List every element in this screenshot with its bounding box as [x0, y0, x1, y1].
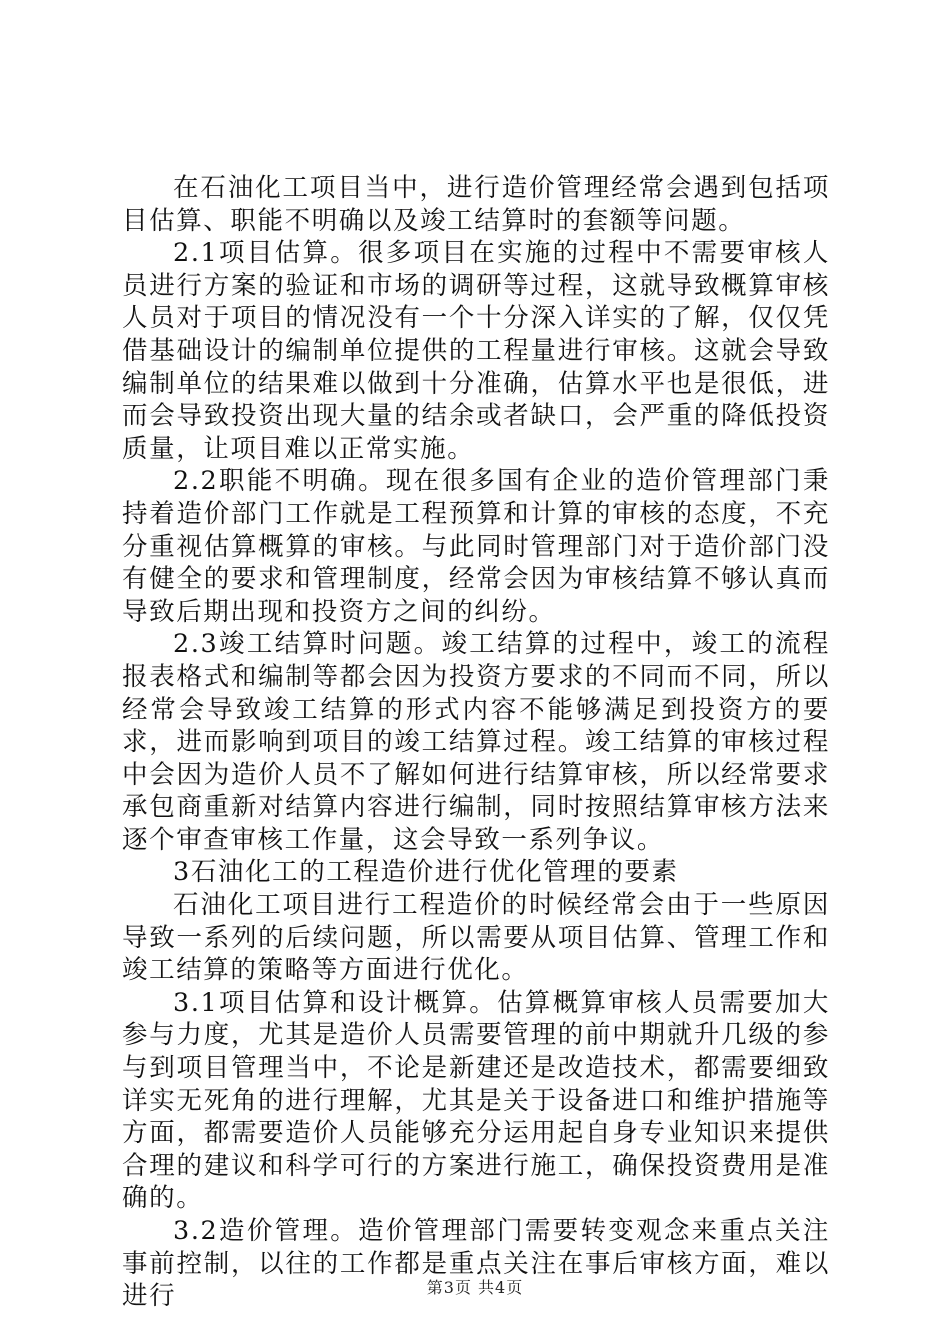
paragraph-2-3: 2.3竣工结算时问题。竣工结算的过程中，竣工的流程报表格式和编制等都会因为投资方要求的不同而不同，所以经常会导致竣工结算的形式内容不能够满足到投资方的要求，进而影响到项目的竣工结算过程。竣工结算的审核过程中会因为造价人员不了解如何进行结算审核，所以经常要求承包商重新对结算内容进行编制，同时按照结算审核方法来逐个审查审核工作量，这会导致一系列争议。 [122, 629, 830, 855]
paragraph-2-1: 2.1项目估算。很多项目在实施的过程中不需要审核人员进行方案的验证和市场的调研等过程，这就导致概算审核人员对于项目的情况没有一个十分深入详实的了解，仅仅凭借基础设计的编制单位提供的工程量进行审核。这就会导致编制单位的结果难以做到十分准确，估算水平也是很低，进而会导致投资出现大量的结余或者缺口，会严重的降低投资质量，让项目难以正常实施。 [122, 238, 830, 464]
paragraph-intro: 在石油化工项目当中，进行造价管理经常会遇到包括项目估算、职能不明确以及竣工结算时的套额等问题。 [122, 173, 830, 236]
paragraph-3-2: 3.2造价管理。造价管理部门需要转变观念来重点关注事前控制，以往的工作都是重点关注在事后审核方面，难以进行 [122, 1216, 830, 1312]
page-number-footer: 第3页 共4页 [426, 1278, 524, 1297]
paragraph-2-2: 2.2职能不明确。现在很多国有企业的造价管理部门秉持着造价部门工作就是工程预算和计算的审核的态度，不充分重视估算概算的审核。与此同时管理部门对于造价部门没有健全的要求和管理制度，经常会因为审核结算不够认真而导致后期出现和投资方之间的纠纷。 [122, 466, 830, 627]
section-heading-3: 3石油化工的工程造价进行优化管理的要素 [173, 857, 679, 888]
paragraph-3-intro: 石油化工项目进行工程造价的时候经常会由于一些原因导致一系列的后续问题，所以需要从项目估算、管理工作和竣工结算的策略等方面进行优化。 [122, 890, 830, 986]
document-body [122, 172, 830, 1313]
paragraph-3-1: 3.1项目估算和设计概算。估算概算审核人员需要加大参与力度，尤其是造价人员需要管理的前中期就升几级的参与到项目管理当中，不论是新建还是改造技术，都需要细致详实无死角的进行理解，尤其是关于设备进口和维护措施等方面，都需要造价人员能够充分运用起自身专业知识来提供合理的建议和科学可行的方案进行施工，确保投资费用是准确的。 [122, 987, 830, 1214]
